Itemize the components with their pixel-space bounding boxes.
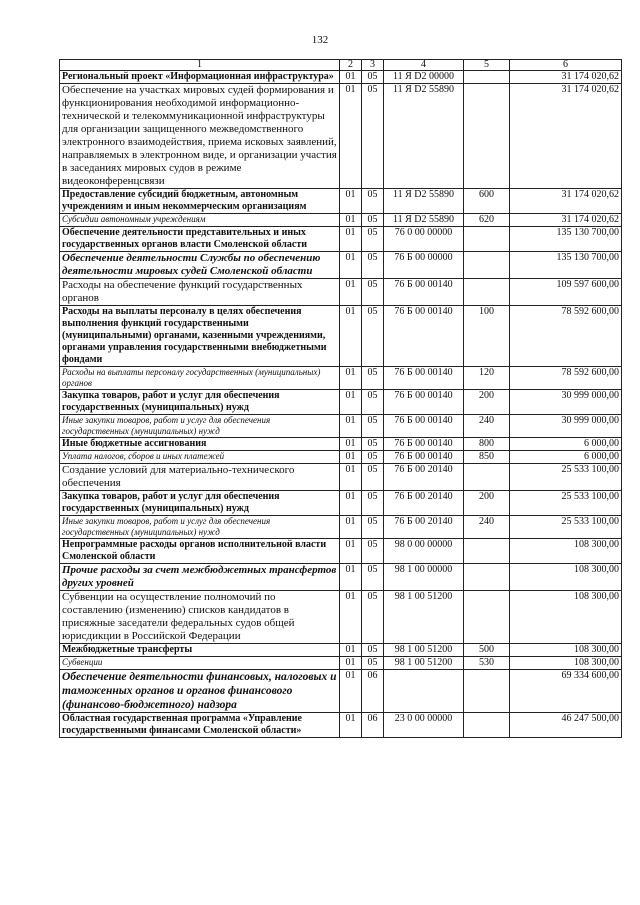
row-subsection-code: 05 <box>362 438 384 451</box>
row-section-code: 01 <box>340 713 362 738</box>
row-target-article: 98 0 00 00000 <box>384 539 464 564</box>
row-section-code: 01 <box>340 71 362 84</box>
row-subsection-code: 05 <box>362 84 384 189</box>
row-amount: 25 533 100,00 <box>510 464 622 491</box>
row-subsection-code: 05 <box>362 516 384 539</box>
row-section-code: 01 <box>340 84 362 189</box>
row-amount: 31 174 020,62 <box>510 214 622 227</box>
row-target-article: 11 Я D2 55890 <box>384 189 464 214</box>
row-name: Межбюджетные трансферты <box>60 644 340 657</box>
row-amount: 31 174 020,62 <box>510 189 622 214</box>
row-subsection-code: 05 <box>362 367 384 390</box>
row-name: Создание условий для материально-технического обеспечения <box>60 464 340 491</box>
row-subsection-code: 05 <box>362 657 384 670</box>
row-name: Обеспечение деятельности финансовых, налоговых и таможенных органов и органов финансового (финансово-бюджетного) надзора <box>60 670 340 713</box>
row-section-code: 01 <box>340 227 362 252</box>
row-name: Субвенции <box>60 657 340 670</box>
row-section-code: 01 <box>340 214 362 227</box>
row-target-article: 76 0 00 00000 <box>384 227 464 252</box>
row-amount: 135 130 700,00 <box>510 252 622 279</box>
row-subsection-code: 05 <box>362 491 384 516</box>
column-header: 3 <box>362 60 384 71</box>
row-section-code: 01 <box>340 539 362 564</box>
row-section-code: 01 <box>340 564 362 591</box>
row-target-article: 11 Я D2 55890 <box>384 84 464 189</box>
row-target-article: 76 Б 00 20140 <box>384 516 464 539</box>
row-name: Закупка товаров, работ и услуг для обеспечения государственных (муниципальных) нужд <box>60 491 340 516</box>
table-row <box>60 306 622 367</box>
row-amount: 108 300,00 <box>510 644 622 657</box>
row-name: Уплата налогов, сборов и иных платежей <box>60 451 340 464</box>
row-name: Расходы на обеспечение функций государственных органов <box>60 279 340 306</box>
row-subsection-code: 05 <box>362 71 384 84</box>
row-name: Обеспечение деятельности представительных и иных государственных органов власти Смоленской области <box>60 227 340 252</box>
row-name: Закупка товаров, работ и услуг для обеспечения государственных (муниципальных) нужд <box>60 390 340 415</box>
row-target-article <box>384 670 464 713</box>
row-expense-type <box>464 564 510 591</box>
table-row <box>60 214 622 227</box>
row-subsection-code: 05 <box>362 451 384 464</box>
row-section-code: 01 <box>340 306 362 367</box>
row-expense-type <box>464 84 510 189</box>
row-amount: 30 999 000,00 <box>510 415 622 438</box>
row-subsection-code: 05 <box>362 214 384 227</box>
row-amount: 6 000,00 <box>510 438 622 451</box>
table-row <box>60 516 622 539</box>
row-name: Региональный проект «Информационная инфраструктура» <box>60 71 340 84</box>
table-row <box>60 670 622 713</box>
row-expense-type: 200 <box>464 491 510 516</box>
row-subsection-code: 06 <box>362 670 384 713</box>
table-row <box>60 415 622 438</box>
row-target-article: 98 1 00 51200 <box>384 657 464 670</box>
table-row <box>60 438 622 451</box>
row-section-code: 01 <box>340 252 362 279</box>
row-subsection-code: 05 <box>362 227 384 252</box>
row-name: Обеспечение на участках мировых судей формирования и функционирования необходимой информационно-технической и телекоммуникационной инфраструктуры для организации защищенного межведомственного электронного взаимодействия, приема исковых заявлений, направляемых в электронном виде, и организации участия в заседаниях мировых судов в режиме видеоконференцсвязи <box>60 84 340 189</box>
row-subsection-code: 05 <box>362 279 384 306</box>
row-expense-type: 850 <box>464 451 510 464</box>
table-row <box>60 464 622 491</box>
page-number: 132 <box>311 34 329 46</box>
row-target-article: 98 1 00 51200 <box>384 644 464 657</box>
row-subsection-code: 05 <box>362 390 384 415</box>
table-row <box>60 644 622 657</box>
row-section-code: 01 <box>340 367 362 390</box>
row-expense-type: 600 <box>464 189 510 214</box>
row-section-code: 01 <box>340 451 362 464</box>
budget-table <box>59 59 622 738</box>
row-expense-type: 200 <box>464 390 510 415</box>
row-target-article: 98 1 00 51200 <box>384 591 464 644</box>
row-expense-type: 240 <box>464 415 510 438</box>
row-amount: 108 300,00 <box>510 591 622 644</box>
row-section-code: 01 <box>340 390 362 415</box>
row-expense-type <box>464 713 510 738</box>
row-target-article: 76 Б 00 20140 <box>384 464 464 491</box>
table-row <box>60 390 622 415</box>
row-amount: 31 174 020,62 <box>510 84 622 189</box>
row-amount: 109 597 600,00 <box>510 279 622 306</box>
table-row <box>60 539 622 564</box>
table-row <box>60 227 622 252</box>
row-subsection-code: 05 <box>362 306 384 367</box>
row-target-article: 98 1 00 00000 <box>384 564 464 591</box>
row-target-article: 11 Я D2 00000 <box>384 71 464 84</box>
row-section-code: 01 <box>340 644 362 657</box>
row-amount: 30 999 000,00 <box>510 390 622 415</box>
row-subsection-code: 05 <box>362 564 384 591</box>
row-expense-type: 100 <box>464 306 510 367</box>
row-expense-type <box>464 252 510 279</box>
row-target-article: 76 Б 00 00000 <box>384 252 464 279</box>
row-subsection-code: 05 <box>362 591 384 644</box>
row-name: Расходы на выплаты персоналу государственных (муниципальных) органов <box>60 367 340 390</box>
row-expense-type: 800 <box>464 438 510 451</box>
row-expense-type <box>464 670 510 713</box>
row-name: Иные закупки товаров, работ и услуг для обеспечения государственных (муниципальных) нужд <box>60 415 340 438</box>
column-header: 6 <box>510 60 622 71</box>
table-row <box>60 84 622 189</box>
row-expense-type: 530 <box>464 657 510 670</box>
row-amount: 31 174 020,62 <box>510 71 622 84</box>
row-subsection-code: 05 <box>362 252 384 279</box>
row-expense-type <box>464 591 510 644</box>
row-target-article: 76 Б 00 00140 <box>384 390 464 415</box>
table-row <box>60 71 622 84</box>
row-target-article: 76 Б 00 00140 <box>384 415 464 438</box>
row-target-article: 11 Я D2 55890 <box>384 214 464 227</box>
row-target-article: 76 Б 00 00140 <box>384 451 464 464</box>
row-expense-type <box>464 227 510 252</box>
table-row <box>60 491 622 516</box>
row-expense-type: 500 <box>464 644 510 657</box>
row-amount: 69 334 600,00 <box>510 670 622 713</box>
row-amount: 108 300,00 <box>510 564 622 591</box>
row-section-code: 01 <box>340 591 362 644</box>
row-section-code: 01 <box>340 657 362 670</box>
row-target-article: 76 Б 00 00140 <box>384 279 464 306</box>
table-row <box>60 564 622 591</box>
row-subsection-code: 05 <box>362 644 384 657</box>
column-header: 1 <box>60 60 340 71</box>
row-name: Непрограммные расходы органов исполнительной власти Смоленской области <box>60 539 340 564</box>
row-amount: 46 247 500,00 <box>510 713 622 738</box>
table-row <box>60 591 622 644</box>
row-subsection-code: 05 <box>362 539 384 564</box>
row-name: Прочие расходы за счет межбюджетных трансфертов других уровней <box>60 564 340 591</box>
row-amount: 25 533 100,00 <box>510 516 622 539</box>
row-subsection-code: 05 <box>362 189 384 214</box>
row-target-article: 76 Б 00 00140 <box>384 367 464 390</box>
row-amount: 78 592 600,00 <box>510 306 622 367</box>
row-section-code: 01 <box>340 491 362 516</box>
row-name: Предоставление субсидий бюджетным, автономным учреждениям и иным некоммерческим организациям <box>60 189 340 214</box>
row-section-code: 01 <box>340 670 362 713</box>
row-target-article: 23 0 00 00000 <box>384 713 464 738</box>
column-header: 4 <box>384 60 464 71</box>
row-amount: 78 592 600,00 <box>510 367 622 390</box>
table-row <box>60 367 622 390</box>
row-name: Расходы на выплаты персоналу в целях обеспечения выполнения функций государственными (муниципальными) органами, казенными учреждениями, органами управления государственными внебюджетными фондами <box>60 306 340 367</box>
row-section-code: 01 <box>340 189 362 214</box>
table-row <box>60 657 622 670</box>
row-section-code: 01 <box>340 415 362 438</box>
column-header: 5 <box>464 60 510 71</box>
row-expense-type: 120 <box>464 367 510 390</box>
table-row <box>60 279 622 306</box>
row-name: Иные закупки товаров, работ и услуг для обеспечения государственных (муниципальных) нужд <box>60 516 340 539</box>
table-row <box>60 713 622 738</box>
row-expense-type <box>464 539 510 564</box>
row-subsection-code: 06 <box>362 713 384 738</box>
table-header-row <box>60 60 622 71</box>
row-section-code: 01 <box>340 279 362 306</box>
row-name: Обеспечение деятельности Службы по обеспечению деятельности мировых судей Смоленской области <box>60 252 340 279</box>
row-name: Областная государственная программа «Управление государственными финансами Смоленской области» <box>60 713 340 738</box>
row-subsection-code: 05 <box>362 464 384 491</box>
row-section-code: 01 <box>340 516 362 539</box>
row-amount: 25 533 100,00 <box>510 491 622 516</box>
row-section-code: 01 <box>340 464 362 491</box>
table-row <box>60 252 622 279</box>
row-subsection-code: 05 <box>362 415 384 438</box>
row-expense-type: 240 <box>464 516 510 539</box>
row-name: Иные бюджетные ассигнования <box>60 438 340 451</box>
row-amount: 135 130 700,00 <box>510 227 622 252</box>
row-amount: 108 300,00 <box>510 539 622 564</box>
row-name: Субвенции на осуществление полномочий по составлению (изменению) списков кандидатов в присяжные заседатели федеральных судов общей юрисдикции в Российской Федерации <box>60 591 340 644</box>
row-expense-type <box>464 71 510 84</box>
row-expense-type: 620 <box>464 214 510 227</box>
row-name: Субсидии автономным учреждениям <box>60 214 340 227</box>
table-row <box>60 451 622 464</box>
row-target-article: 76 Б 00 00140 <box>384 438 464 451</box>
row-expense-type <box>464 464 510 491</box>
row-target-article: 76 Б 00 00140 <box>384 306 464 367</box>
row-amount: 6 000,00 <box>510 451 622 464</box>
row-amount: 108 300,00 <box>510 657 622 670</box>
column-header: 2 <box>340 60 362 71</box>
table-row <box>60 189 622 214</box>
row-section-code: 01 <box>340 438 362 451</box>
row-expense-type <box>464 279 510 306</box>
row-target-article: 76 Б 00 20140 <box>384 491 464 516</box>
